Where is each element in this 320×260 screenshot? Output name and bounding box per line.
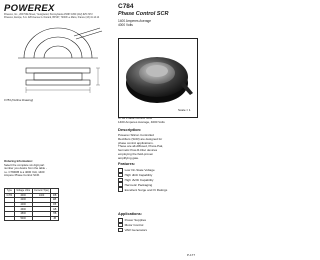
description-line: amplifying gate. [118, 155, 140, 160]
table-cell: EB [51, 198, 58, 203]
application-label: Motor Control [124, 223, 144, 228]
table-header-cell: Voltage Volts [16, 189, 31, 193]
ordering-line: i.e. C784DB is a 4000 Volt, 1400 [4, 169, 45, 174]
description-body [118, 134, 196, 161]
description-line: Rectifiers (SCR) are designed for [118, 136, 163, 141]
table-cell: 1400 [32, 193, 51, 198]
product-title: Phase Control SCR [118, 11, 169, 17]
disc-inner-arc [34, 37, 82, 58]
disc-center-arc [44, 46, 72, 58]
feature-label: High dI/dt Capability [124, 173, 153, 178]
product-photo [118, 38, 198, 118]
scr-disc-image [119, 39, 197, 117]
description-title: Description: [118, 127, 142, 132]
table-cell: 4000 [14, 193, 32, 198]
part-number: C784 [118, 3, 134, 10]
list-item [118, 228, 196, 233]
table-cell: HB [51, 211, 58, 216]
table-cell [32, 216, 51, 221]
table-cell: 5000 [14, 216, 32, 221]
description-line: employing the field-proven [118, 151, 154, 156]
table-cell [5, 216, 15, 221]
photo-caption-line: C784 Phase Control SCR [118, 116, 153, 120]
list-item [118, 187, 196, 192]
description-line: Powerex Silicon Controlled [118, 133, 154, 137]
product-subtitle [118, 19, 151, 27]
feature-label: High dV/dt Capability [124, 177, 154, 182]
table-cell: DB [51, 193, 58, 198]
ordering-line: Ampere Phase Control SCR. [4, 173, 40, 178]
feature-label: Excellent Surge and I²t Ratings [124, 187, 168, 192]
company-address [4, 14, 106, 20]
table-cell: JB [51, 216, 58, 221]
side-body [34, 73, 82, 80]
application-label: VAR Generators [124, 227, 148, 232]
feature-label: Low On-State Voltage [124, 168, 155, 173]
ordering-information [4, 160, 79, 178]
subtitle-line: 1400 Amperes Average [118, 19, 152, 23]
table-row [5, 216, 59, 221]
table-cell: 4600 [14, 207, 32, 212]
page-number: P-177 [186, 253, 195, 257]
feature-label: Hermetic Packaging [124, 182, 153, 187]
checkbox-icon [118, 187, 123, 192]
ordering-line: number you desire from the table - [4, 166, 47, 171]
outline-drawing [4, 22, 112, 98]
table-cell: 4400 [14, 202, 32, 207]
features-title: Features: [118, 162, 136, 166]
powerex-logo: POWEREX [4, 3, 55, 14]
side-flange [26, 68, 90, 73]
gate-lead [74, 28, 100, 36]
checkbox-icon [118, 228, 123, 233]
outline-caption: C784 (Outline Drawing) [4, 98, 34, 102]
description-line: hermetic Pow-R-Disc devices [118, 148, 158, 153]
applications-list [118, 218, 196, 232]
features-list [118, 168, 196, 192]
ordering-table [4, 188, 59, 221]
photo-caption-line: 1400 Amperes Average, 4000 Volts [118, 119, 165, 124]
table-cell: 4200 [14, 198, 32, 203]
table-cell: FB [51, 202, 58, 207]
table-header-cell: Type [5, 189, 15, 194]
scale-label: Scale = 1 [178, 108, 191, 112]
applications-title: Applications: [118, 212, 143, 216]
address-line: Powerex, Inc., 200 Hillis Street, Youngwood, Pennsylvania 15697-1800 (412) 925-7272 [4, 14, 93, 16]
disc-outer-arc [24, 28, 92, 58]
description-line: These are all-diffused, Press-Pak, [118, 144, 164, 149]
photo-caption [118, 117, 165, 125]
table-cell: C784 [6, 193, 13, 197]
ordering-line: Ordering Information: [4, 159, 33, 163]
description-line: phase control applications. [118, 140, 154, 145]
application-label: Power Supplies [124, 218, 147, 223]
table-cell: GB [52, 207, 57, 211]
ordering-line: Select the complete six digit part [4, 162, 45, 167]
table-header-cell: Current IT(av) [34, 189, 49, 193]
table-cell: 4800 [14, 211, 32, 216]
address-line: Powerex, Europe, S.A. 428 Avenue G. Durand, BP107, 72003 Le Mans, France (43) 41.14.14 [4, 17, 100, 20]
subtitle-line: 4000 Volts [118, 23, 133, 27]
